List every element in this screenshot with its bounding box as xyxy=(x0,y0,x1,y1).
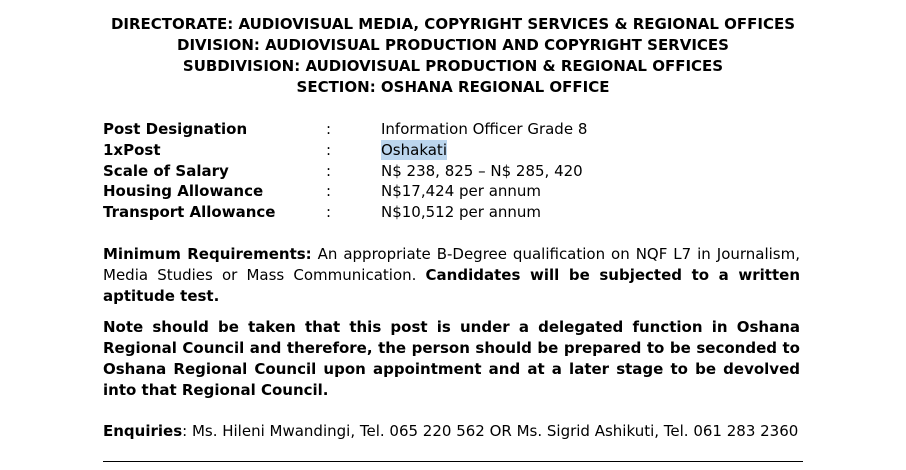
separator: : xyxy=(326,182,332,200)
delegated-function-note: Note should be taken that this post is under a delegated function in Oshana Regional Council and therefore, the person should be prepared to be seconded to Oshana Regional Council upon appointment and at a later stage to be devolved into that Regional Council. xyxy=(103,318,800,399)
separator: : xyxy=(326,203,332,221)
transport-allowance-value: N$10,512 per annum xyxy=(381,203,542,221)
separator: : xyxy=(326,141,332,159)
section-divider xyxy=(103,461,803,462)
housing-allowance-value: N$17,424 per annum xyxy=(381,182,542,200)
post-designation-label: Post Designation xyxy=(103,120,248,138)
housing-allowance-label: Housing Allowance xyxy=(103,182,264,200)
separator: : xyxy=(326,162,332,180)
salary-value: N$ 238, 825 – N$ 285, 420 xyxy=(381,162,583,180)
enquiries-label: Enquiries xyxy=(103,422,183,440)
section-heading: SECTION: OSHANA REGIONAL OFFICE xyxy=(296,78,610,96)
post-count-label: 1xPost xyxy=(103,141,161,159)
division-heading: DIVISION: AUDIOVISUAL PRODUCTION AND COPYRIGHT SERVICES xyxy=(177,36,729,54)
separator: : xyxy=(326,120,332,138)
enquiries-line xyxy=(103,421,800,442)
salary-label: Scale of Salary xyxy=(103,162,229,180)
minimum-requirements-label: Minimum Requirements: xyxy=(103,245,312,263)
post-location-value[interactable]: Oshakati xyxy=(381,141,447,159)
subdivision-heading: SUBDIVISION: AUDIOVISUAL PRODUCTION & REGIONAL OFFICES xyxy=(182,57,724,75)
post-designation-value: Information Officer Grade 8 xyxy=(381,120,588,138)
enquiries-text: : Ms. Hileni Mwandingi, Tel. 065 220 562 OR Ms. Sigrid Ashikuti, Tel. 061 283 2360 xyxy=(182,422,799,440)
minimum-requirements-paragraph xyxy=(103,244,800,307)
minimum-requirements-text: An appropriate B-Degree qualification on NQF L7 in Journalism, Media Studies or Mass Communication. xyxy=(103,245,801,284)
aptitude-test-notice: Candidates will be subjected to a written aptitude test. xyxy=(103,266,800,305)
transport-allowance-label: Transport Allowance xyxy=(103,203,276,221)
directorate-heading: DIRECTORATE: AUDIOVISUAL MEDIA, COPYRIGHT SERVICES & REGIONAL OFFICES xyxy=(110,15,796,33)
